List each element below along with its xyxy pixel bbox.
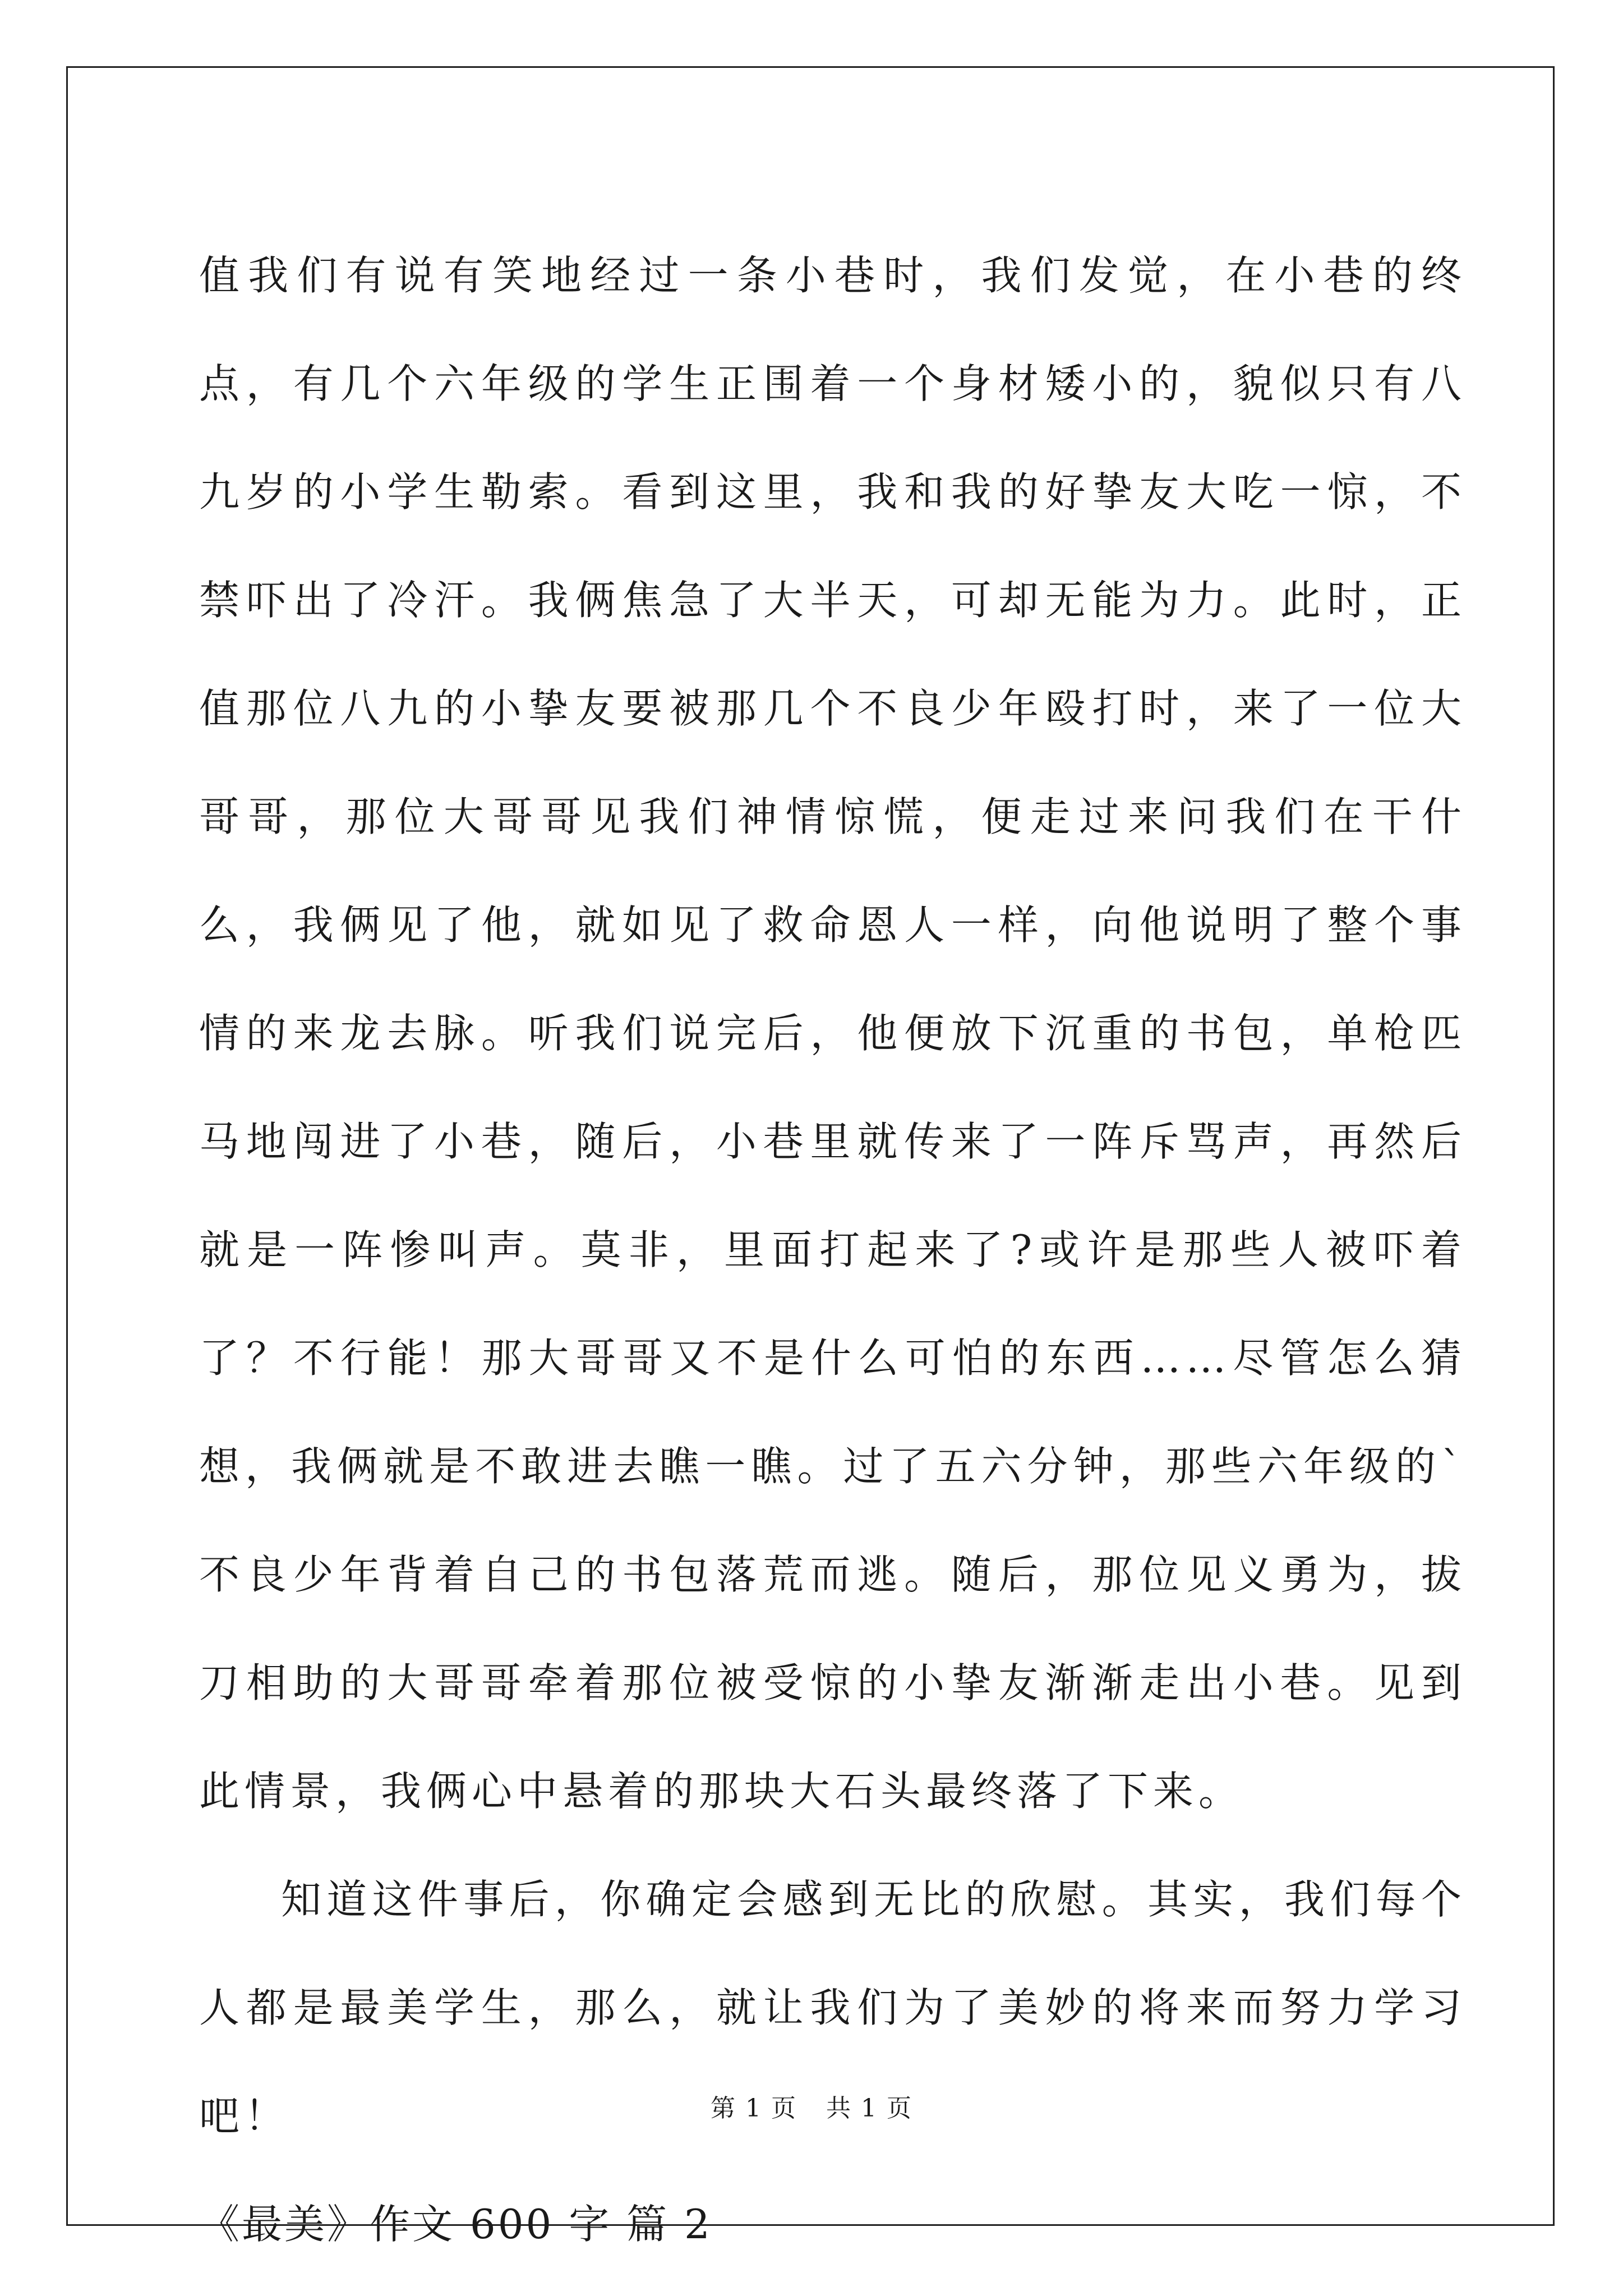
page-footer — [0, 2088, 1623, 2124]
paragraph-1: 值我们有说有笑地经过一条小巷时，我们发觉，在小巷的终点，有几个六年级的学生正围着一个身材矮小的，貌似只有八九岁的小学生勒索。看到这里，我和我的好挚友大吃一惊，不禁吓出了冷汗。我俩焦急了大半天，可却无能为力。此时，正值那位八九的小挚友要被那几个不良少年殴打时，来了一位大哥哥，那位大哥哥见我们神情惊慌，便走过来问我们在干什么，我俩见了他，就如见了救命恩人一样，向他说明了整个事情的来龙去脉。听我们说完后，他便放下沉重的书包，单枪匹马地闯进了小巷，随后，小巷里就传来了一阵斥骂声，再然后就是一阵惨叫声。莫非，里面打起来了?或许是那些人被吓着了？不行能！那大哥哥又不是什么可怕的东西……尽管怎么猜想，我俩就是不敢进去瞧一瞧。过了五六分钟，那些六年级的`不良少年背着自己的书包落荒而逃。随后，那位见义勇为，拔刀相助的大哥哥牵着那位被受惊的小挚友渐渐走出小巷。见到此情景，我俩心中悬着的那块大石头最终落了下来。 — [199, 252, 1467, 1815]
paragraph-2: 知道这件事后，你确定会感到无比的欣慰。其实，我们每个人都是最美学生，那么，就让我们为了美妙的将来而努力学习吧！ — [199, 1876, 1467, 2139]
page-number-current: 第 1 页 — [711, 2094, 797, 2123]
document-body — [199, 222, 1467, 2279]
page-number-total: 共 1 页 — [826, 2094, 912, 2123]
section-heading: 《最美》作文 600 字 篇 2 — [199, 2201, 712, 2248]
